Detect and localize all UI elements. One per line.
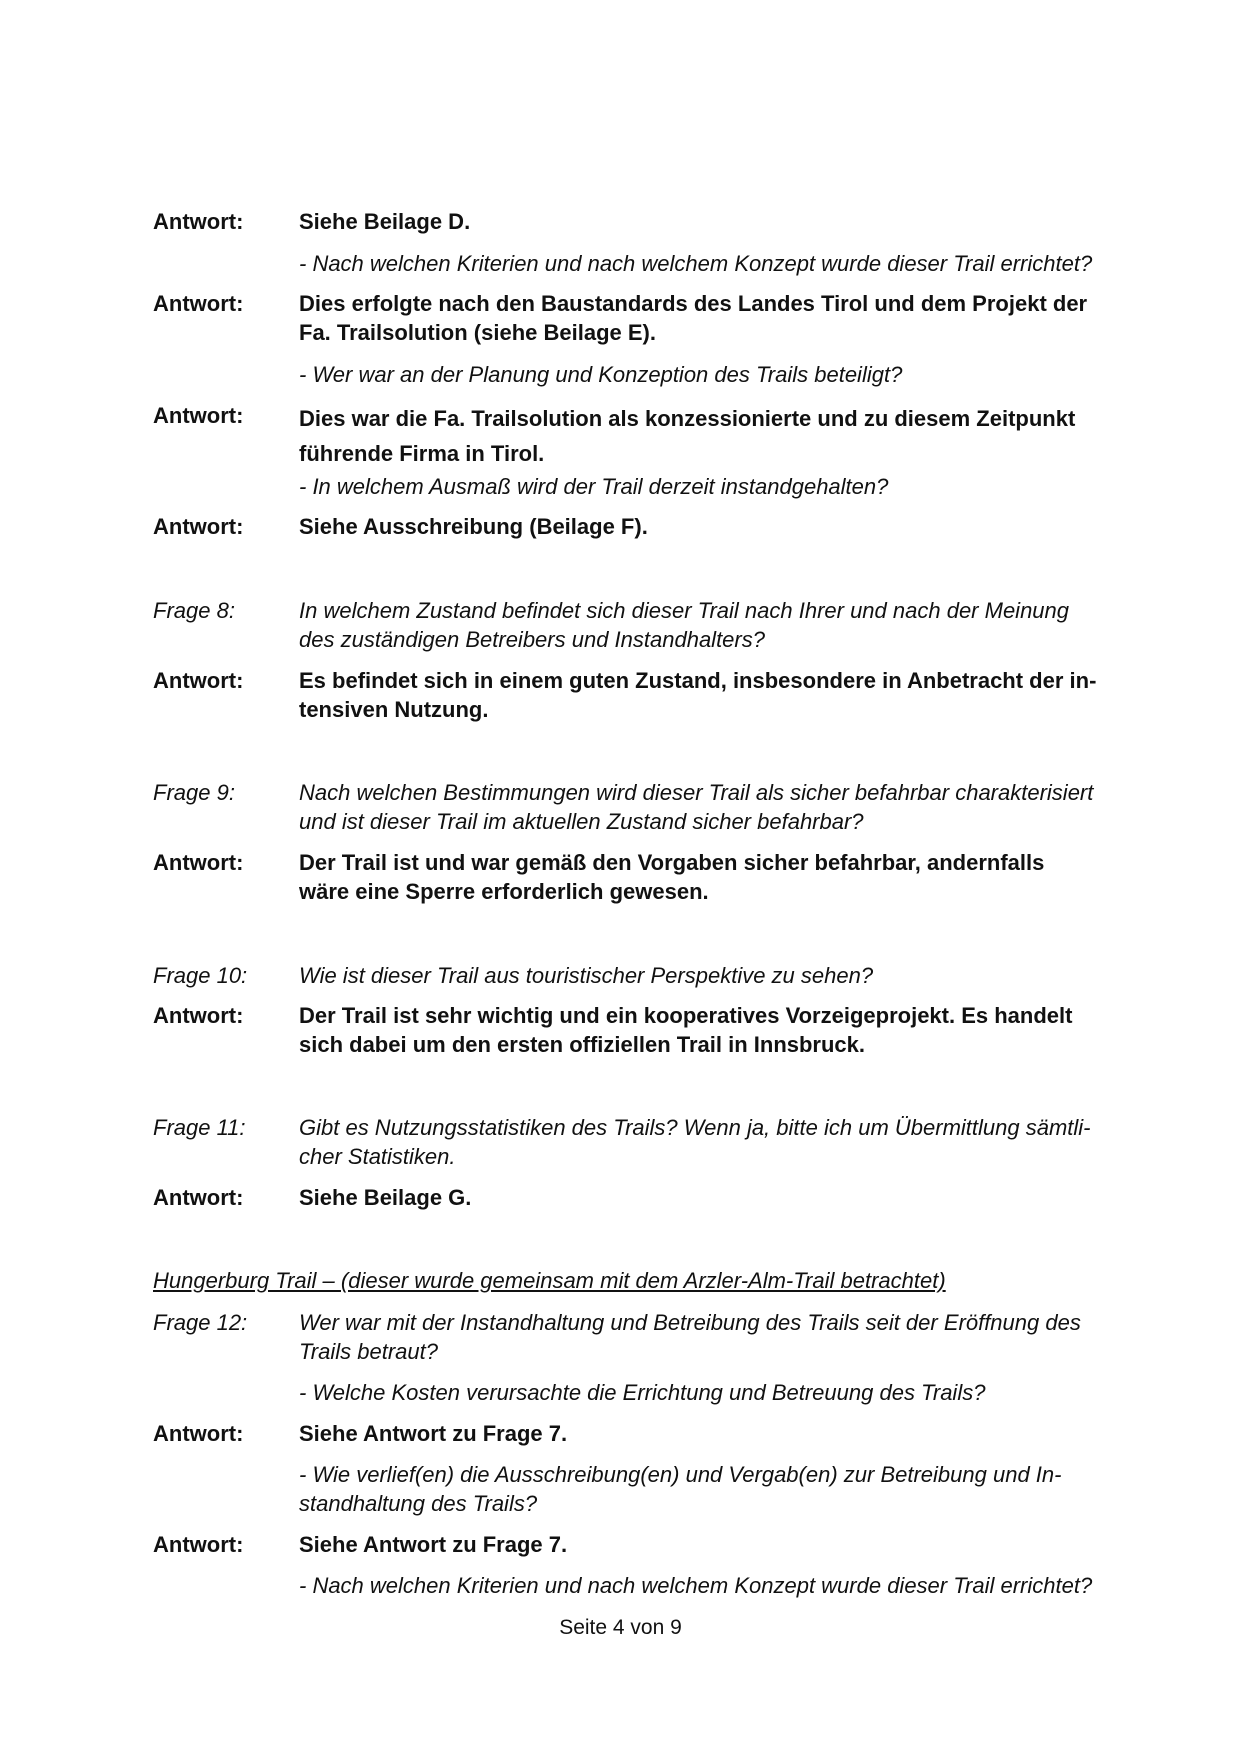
sub-question-text: - In welchem Ausmaß wird der Trail derzeit instandgehalten? [299, 474, 889, 499]
page-number: Seite 4 von 9 [559, 1616, 682, 1639]
answer-label: Antwort: [153, 209, 244, 234]
answer-label: Antwort: [153, 1421, 244, 1446]
question-label: Frage 9: [153, 780, 235, 805]
sub-question-text: - Nach welchen Kriterien und nach welchem Konzept wurde dieser Trail errichtet? [299, 251, 1093, 276]
sub-question-text: - Wie verlief(en) die Ausschreibung(en) und Vergab(en) zur Betreibung und In- standhaltung des Trails? [299, 1462, 1062, 1516]
answer-text: Es befindet sich in einem guten Zustand, insbesondere in Anbetracht der in- tensiven Nutzung. [299, 668, 1097, 722]
answer-text: Dies erfolgte nach den Baustandards des Landes Tirol und dem Projekt der Fa. Trailsolution (siehe Beilage E). [299, 291, 1088, 345]
answer-text: Siehe Beilage G. [299, 1185, 472, 1210]
sub-question-text: - Wer war an der Planung und Konzeption des Trails beteiligt? [299, 362, 903, 387]
answer-text: Der Trail ist und war gemäß den Vorgaben sicher befahrbar, andernfalls wäre eine Sperre erforderlich gewesen. [299, 850, 1045, 904]
answer-text: Siehe Antwort zu Frage 7. [299, 1421, 568, 1446]
answer-text: Siehe Beilage D. [299, 209, 471, 234]
answer-text: Dies war die Fa. Trailsolution als konzessionierte und zu diesem Zeitpunkt führende Firma in Tirol. [299, 406, 1076, 466]
answer-label: Antwort: [153, 668, 244, 693]
section-heading: Hungerburg Trail – (dieser wurde gemeinsam mit dem Arzler-Alm-Trail betrachtet) [153, 1268, 946, 1293]
answer-label: Antwort: [153, 403, 244, 428]
question-text: In welchem Zustand befindet sich dieser Trail nach Ihrer und nach der Meinung des zuständigen Betreibers und Instandhalters? [299, 598, 1070, 652]
sub-question-text: - Welche Kosten verursachte die Errichtung und Betreuung des Trails? [299, 1380, 986, 1405]
answer-text: Siehe Ausschreibung (Beilage F). [299, 514, 648, 539]
question-label: Frage 12: [153, 1310, 248, 1335]
answer-text: Der Trail ist sehr wichtig und ein kooperatives Vorzeigeprojekt. Es handelt sich dabei um den ersten offiziellen Trail in Innsbruck. [299, 1003, 1073, 1057]
question-label: Frage 8: [153, 598, 235, 623]
question-text: Wie ist dieser Trail aus touristischer Perspektive zu sehen? [299, 963, 874, 988]
sub-question-text: - Nach welchen Kriterien und nach welchem Konzept wurde dieser Trail errichtet? [299, 1573, 1093, 1598]
question-text: Gibt es Nutzungsstatistiken des Trails? Wenn ja, bitte ich um Übermittlung sämtli- cher Statistiken. [299, 1115, 1091, 1169]
answer-label: Antwort: [153, 1185, 244, 1210]
answer-label: Antwort: [153, 1532, 244, 1557]
answer-label: Antwort: [153, 850, 244, 875]
question-text: Nach welchen Bestimmungen wird dieser Trail als sicher befahrbar charakterisiert und ist dieser Trail im aktuellen Zustand sicher befahrbar? [299, 780, 1094, 834]
answer-label: Antwort: [153, 514, 244, 539]
question-label: Frage 11: [153, 1115, 246, 1140]
answer-label: Antwort: [153, 291, 244, 316]
question-text: Wer war mit der Instandhaltung und Betreibung des Trails seit der Eröffnung des Trails betraut? [299, 1310, 1081, 1364]
answer-label: Antwort: [153, 1003, 244, 1028]
answer-text: Siehe Antwort zu Frage 7. [299, 1532, 568, 1557]
question-label: Frage 10: [153, 963, 248, 988]
